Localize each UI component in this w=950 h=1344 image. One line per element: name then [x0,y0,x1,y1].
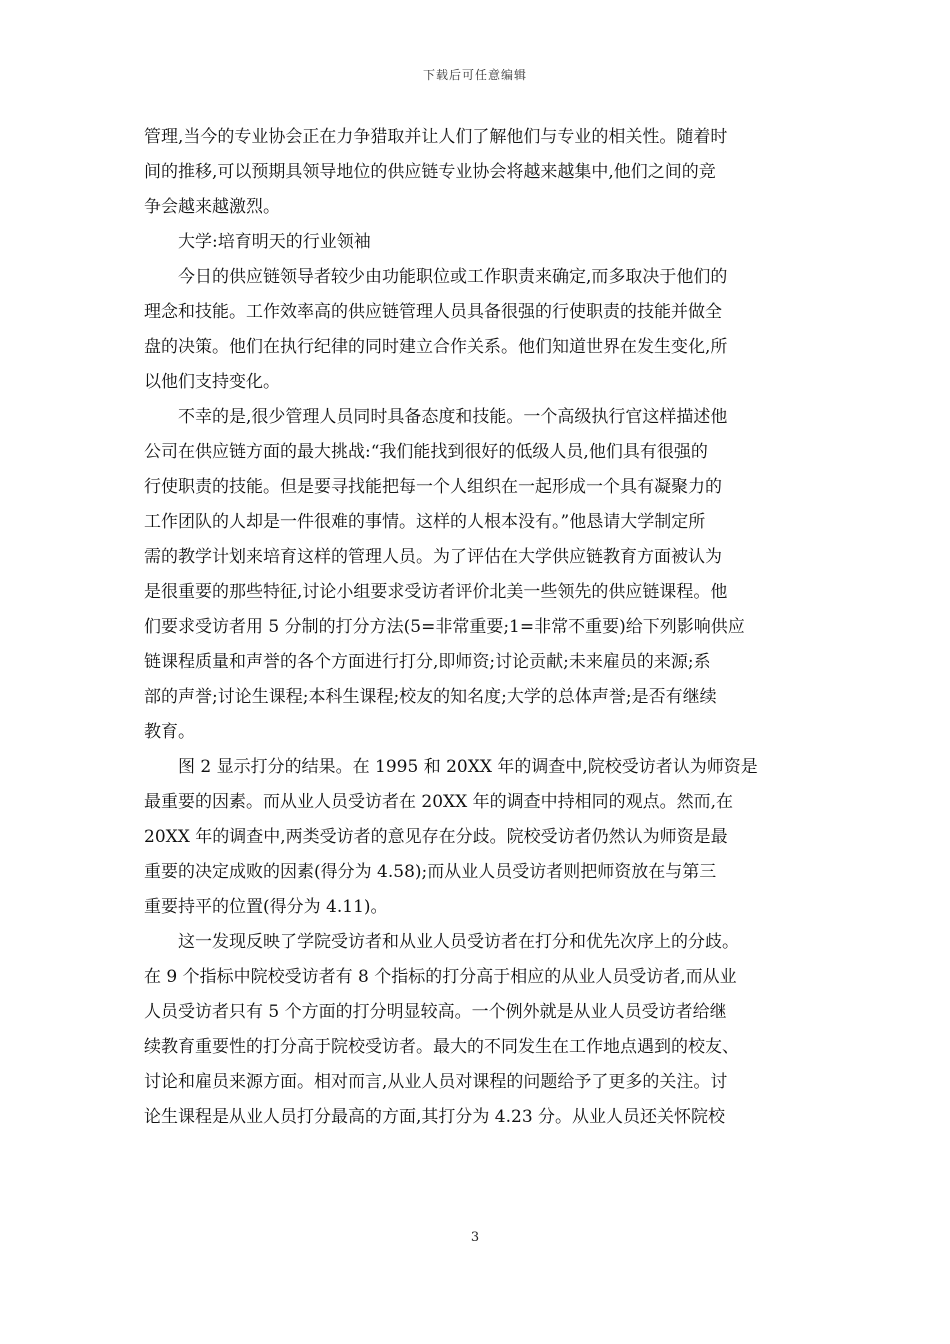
text-line: 重要的决定成败的因素(得分为 4.58);而从业人员受访者则把师资放在与第三 [144,862,717,882]
text-line: 图 2 显示打分的结果。在 1995 和 20XX 年的调查中,院校受访者认为师资是 [178,757,758,777]
document-body [144,120,806,1135]
section-heading: 大学:培育明天的行业领袖 [178,232,371,252]
text-line: 部的声誉;讨论生课程;本科生课程;校友的知名度;大学的总体声誉;是否有继续 [144,687,717,707]
text-line: 间的推移,可以预期具领导地位的供应链专业协会将越来越集中,他们之间的竞 [144,162,716,182]
text-line: 教育。 [144,722,195,742]
text-line: 今日的供应链领导者较少由功能职位或工作职责来确定,而多取决于他们的 [178,267,728,287]
text-line: 们要求受访者用 5 分制的打分方法(5=非常重要;1=非常不重要)给下列影响供应 [144,617,745,637]
text-line: 行使职责的技能。但是要寻找能把每一个人组织在一起形成一个具有凝聚力的 [144,477,722,497]
text-line: 是很重要的那些特征,讨论小组要求受访者评价北美一些领先的供应链课程。他 [144,582,728,602]
text-line: 20XX 年的调查中,两类受访者的意见存在分歧。院校受访者仍然认为师资是最 [144,827,728,847]
page-header: 下载后可任意编辑 [422,68,527,82]
text-line: 理念和技能。工作效率高的供应链管理人员具备很强的行使职责的技能并做全 [144,302,722,322]
text-line: 不幸的是,很少管理人员同时具备态度和技能。一个高级执行官这样描述他 [178,407,728,427]
text-line: 需的教学计划来培育这样的管理人员。为了评估在大学供应链教育方面被认为 [144,547,722,567]
text-line: 链课程质量和声誉的各个方面进行打分,即师资;讨论贡献;未来雇员的来源;系 [144,652,711,672]
text-line: 以他们支持变化。 [144,372,280,392]
text-line: 续教育重要性的打分高于院校受访者。最大的不同发生在工作地点遇到的校友、 [144,1037,739,1057]
text-line: 公司在供应链方面的最大挑战:“我们能找到很好的低级人员,他们具有很强的 [144,442,708,462]
text-line: 工作团队的人却是一件很难的事情。这样的人根本没有。”他恳请大学制定所 [144,512,706,532]
text-line: 论生课程是从业人员打分最高的方面,其打分为 4.23 分。从业人员还关怀院校 [144,1107,726,1127]
text-line: 最重要的因素。而从业人员受访者在 20XX 年的调查中持相同的观点。然而,在 [144,792,734,812]
text-line: 在 9 个指标中院校受访者有 8 个指标的打分高于相应的从业人员受访者,而从业 [144,967,737,987]
text-line: 管理,当今的专业协会正在力争猎取并让人们了解他们与专业的相关性。随着时 [144,127,728,147]
text-line: 重要持平的位置(得分为 4.11)。 [144,897,388,917]
text-line: 盘的决策。他们在执行纪律的同时建立合作关系。他们知道世界在发生变化,所 [144,337,728,357]
text-line: 这一发现反映了学院受访者和从业人员受访者在打分和优先次序上的分歧。 [178,932,739,952]
page-number: 3 [470,1230,480,1245]
text-line: 争会越来越激烈。 [144,197,280,217]
text-line: 讨论和雇员来源方面。相对而言,从业人员对课程的问题给予了更多的关注。讨 [144,1072,728,1092]
text-line: 人员受访者只有 5 个方面的打分明显较高。一个例外就是从业人员受访者给继 [144,1002,727,1022]
